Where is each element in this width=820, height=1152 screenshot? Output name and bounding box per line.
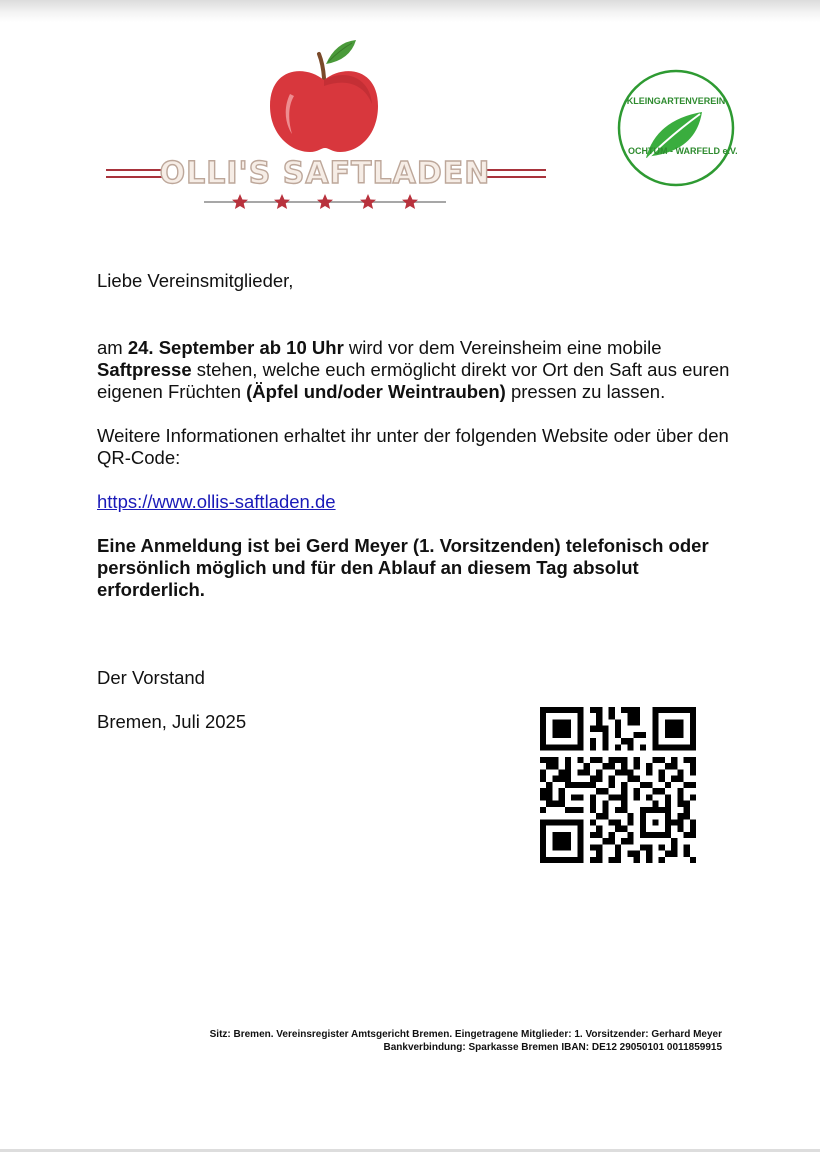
star-icon — [232, 194, 248, 209]
saftladen-logo — [100, 34, 550, 214]
saftladen-wordmark: OLLI'S SAFTLADEN — [159, 156, 491, 191]
star-icon — [317, 194, 333, 209]
intro-text-2: wird vor dem Vereinsheim eine mobile — [343, 337, 662, 358]
club-name-top: KLEINGARTENVEREIN — [626, 96, 726, 106]
club-name-bottom: OCHTUM - WARFELD e.V. — [628, 146, 738, 156]
intro-text-4: pressen zu lassen. — [505, 381, 666, 402]
star-icon — [360, 194, 376, 209]
apple-icon — [270, 40, 378, 152]
intro-text-3: stehen, welche euch ermöglicht direkt vor Ort den Saft aus euren eigenen Früchten — [97, 359, 730, 402]
footer-line-2: Bankverbindung: Sparkasse Bremen IBAN: DE12 29050101 0011859915 — [383, 1042, 722, 1053]
letter-body — [97, 270, 737, 733]
intro-paragraph — [97, 337, 737, 403]
salutation: Liebe Vereinsmitglieder, — [97, 270, 294, 291]
fruits-note: (Äpfel und/oder Weintrauben) — [246, 381, 506, 402]
star-icon — [274, 194, 290, 209]
website-link[interactable]: https://www.ollis-saftladen.de — [97, 491, 336, 512]
footer — [210, 1028, 722, 1054]
star-icon — [402, 194, 418, 209]
club-logo-graphic — [612, 64, 740, 192]
registration-paragraph: Eine Anmeldung ist bei Gerd Meyer (1. Vorsitzenden) telefonisch oder persönlich möglich und für den Ablauf an diesem Tag absolut erforderlich. — [97, 535, 709, 600]
club-logo — [612, 64, 740, 192]
intro-text-1: am — [97, 337, 128, 358]
saftpresse-term: Saftpresse — [97, 359, 192, 380]
qr-code-icon[interactable] — [540, 707, 696, 863]
signature: Der Vorstand — [97, 667, 205, 688]
place-date: Bremen, Juli 2025 — [97, 711, 247, 732]
event-date: 24. September ab 10 Uhr — [127, 337, 344, 358]
website-line — [97, 491, 737, 513]
page-top-shadow — [0, 0, 820, 22]
footer-line-1: Sitz: Bremen. Vereinsregister Amtsgericht Bremen. Eingetragene Mitglieder: 1. Vorsitzender: Gerhard Meyer — [209, 1029, 722, 1040]
info-paragraph: Weitere Informationen erhaltet ihr unter der folgenden Website oder über den QR-Code: — [97, 425, 729, 468]
